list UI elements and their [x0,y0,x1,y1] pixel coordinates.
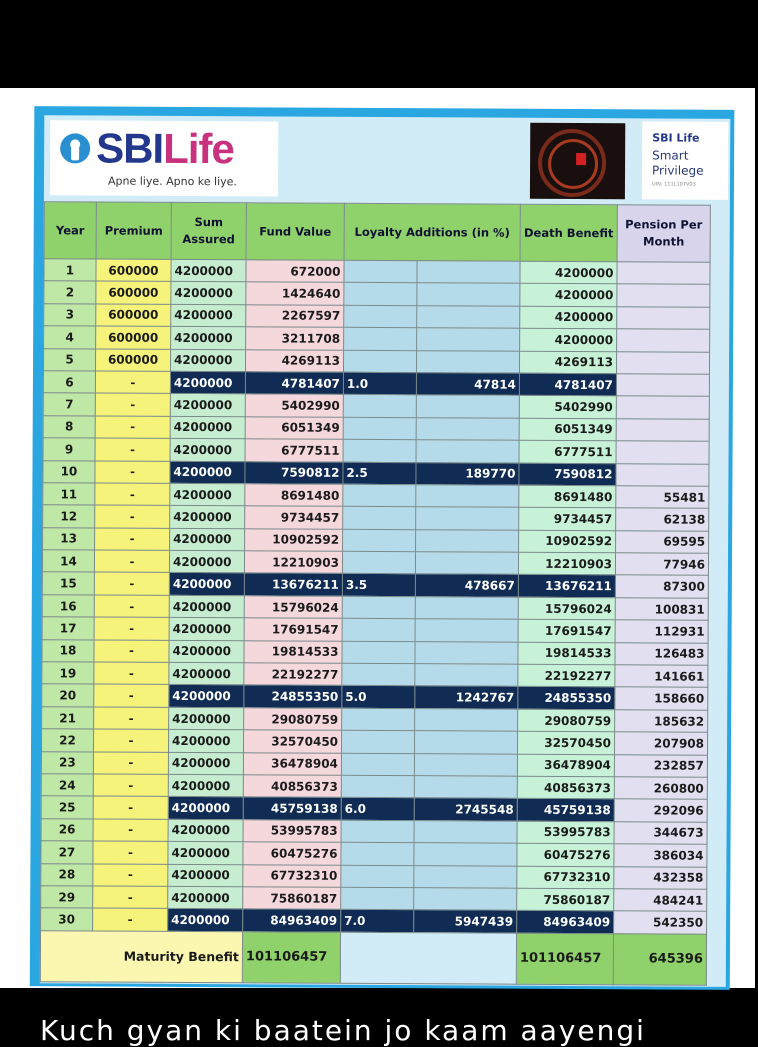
cell-year: 12 [43,505,95,528]
cell-lv [414,843,517,866]
cell-death: 67732310 [517,866,614,889]
cell-death: 53995783 [517,821,614,844]
cell-premium: - [94,662,169,685]
cell-premium: - [93,841,168,864]
cell-lp [344,283,417,306]
cell-lv [416,485,519,508]
maturity-blank [340,932,516,984]
cell-sum: 4200000 [169,640,244,663]
cell-fund: 672000 [246,260,344,283]
cell-pension: 141661 [615,665,708,688]
cell-fund: 7590812 [245,461,343,484]
cell-lp [342,551,415,574]
cell-fund: 29080759 [244,708,342,731]
cell-lp [344,327,417,350]
cell-pension: 77946 [615,553,708,576]
cell-death: 15796024 [518,597,615,620]
cell-death: 19814533 [518,642,615,665]
cell-death: 6777511 [519,440,616,463]
cell-lp: 7.0 [341,910,414,933]
cell-pension: 87300 [615,575,708,598]
cell-year: 7 [43,393,95,416]
cell-premium: - [95,393,170,416]
cell-lv [415,641,518,664]
cell-lp [343,395,416,418]
cell-lv: 47814 [416,373,519,396]
cell-sum: 4200000 [169,618,244,641]
cell-premium: - [95,528,170,551]
sbi-keyhole-icon [60,133,90,163]
cell-pension: 292096 [614,799,707,822]
cell-year: 20 [42,684,94,707]
cell-premium: - [95,505,170,528]
cell-pension: 386034 [614,844,707,867]
cell-sum: 4200000 [168,842,243,865]
cell-lp [342,708,415,731]
cell-lv [414,753,517,776]
cell-lp [341,731,414,754]
cell-premium: - [93,774,168,797]
cell-death: 4200000 [520,306,617,329]
cell-premium: - [94,550,169,573]
cell-year: 2 [44,281,96,304]
cell-lp [343,439,416,462]
cell-pension: 484241 [614,889,707,912]
cell-pension [617,329,710,352]
brand-tagline: Apne liye. Apno ke liye. [107,174,237,189]
cell-lp [344,305,417,328]
cell-year: 23 [41,751,93,774]
cell-lv [416,417,519,440]
cell-sum: 4200000 [168,730,243,753]
cell-lv [415,597,518,620]
cell-lp [343,507,416,530]
cell-lv [415,664,518,687]
cell-fund: 6777511 [245,439,343,462]
cell-death: 7590812 [519,463,616,486]
cell-fund: 13676211 [244,573,342,596]
cell-pension: 207908 [614,732,707,755]
cell-fund: 2267597 [246,305,344,328]
header-premium: Premium [96,202,171,259]
cell-sum: 4200000 [171,259,246,282]
cell-lp: 5.0 [342,686,415,709]
cell-pension [617,307,710,330]
cell-lv [415,708,518,731]
cell-premium: - [94,707,169,730]
cell-lp: 1.0 [343,372,416,395]
cell-year: 3 [44,304,96,327]
cell-death: 4200000 [520,284,617,307]
cell-lp [343,484,416,507]
cell-year: 22 [41,729,93,752]
cell-premium: - [94,617,169,640]
product-uin: UIN: 111L107V03 [651,181,696,188]
cell-premium: - [93,752,168,775]
cell-year: 29 [41,886,93,909]
cell-sum: 4200000 [170,371,245,394]
cell-premium: - [94,595,169,618]
cell-death: 4200000 [520,261,617,284]
cell-year: 25 [41,796,93,819]
cell-year: 16 [42,595,94,618]
cell-lp [341,865,414,888]
cell-lv [417,261,520,284]
cell-premium: - [93,796,168,819]
cell-fund: 3211708 [246,327,344,350]
cell-lp [341,753,414,776]
cell-pension: 432358 [614,866,707,889]
cell-lv: 5947439 [414,910,517,933]
cell-sum: 4200000 [169,662,244,685]
cell-fund: 84963409 [243,909,341,932]
cell-year: 18 [42,639,94,662]
cell-sum: 4200000 [168,909,243,932]
cell-sum: 4200000 [169,595,244,618]
cell-premium: - [94,640,169,663]
cell-death: 36478904 [517,754,614,777]
cell-lp: 3.5 [342,574,415,597]
cell-fund: 53995783 [243,820,341,843]
cell-lv [414,776,517,799]
cell-pension: 69595 [616,530,709,553]
cell-fund: 45759138 [243,797,341,820]
cell-lv [416,529,519,552]
cell-lp [343,529,416,552]
cell-fund: 32570450 [243,730,341,753]
cell-premium: - [93,908,168,931]
cell-lv [417,328,520,351]
cell-pension [617,262,710,285]
cell-pension [616,463,709,486]
cell-pension [616,396,709,419]
cell-sum: 4200000 [168,752,243,775]
cell-death: 84963409 [517,911,614,934]
cell-sum: 4200000 [169,707,244,730]
cell-fund: 17691547 [244,618,342,641]
cell-death: 24855350 [518,687,615,710]
cell-sum: 4200000 [169,550,244,573]
cell-fund: 15796024 [244,596,342,619]
cell-death: 32570450 [517,731,614,754]
cell-pension: 158660 [615,687,708,710]
cell-fund: 75860187 [243,887,341,910]
cell-pension [616,374,709,397]
cell-year: 14 [42,550,94,573]
emblem-flag-icon [576,153,586,165]
cell-lv [415,552,518,575]
caption-text: Kuch gyan ki baatein jo kaam aayengi [40,1014,646,1047]
cell-death: 45759138 [517,799,614,822]
brand-name: SBILife [96,124,234,173]
cell-premium: - [93,864,168,887]
header-pension-per-month: Pension Per Month [617,205,710,262]
cell-premium: - [93,886,168,909]
cell-year: 26 [41,818,93,841]
cell-lv: 189770 [416,462,519,485]
cell-year: 17 [42,617,94,640]
cell-lp [341,775,414,798]
product-name-line2: Privilege [652,163,704,178]
cell-fund: 5402990 [245,394,343,417]
header-loyalty-additions: Loyalty Additions (in %) [344,203,520,261]
cell-lp [341,842,414,865]
cell-fund: 36478904 [243,752,341,775]
cell-premium: - [95,483,170,506]
cell-sum: 4200000 [171,282,246,305]
product-logo [642,121,728,199]
header-fund-value: Fund Value [246,203,344,261]
cell-death: 4200000 [520,328,617,351]
cell-year: 21 [42,707,94,730]
cell-year: 19 [42,662,94,685]
cell-pension: 62138 [616,508,709,531]
cell-sum: 4200000 [168,797,243,820]
cell-lp [341,820,414,843]
cell-sum: 4200000 [170,439,245,462]
cell-lv [414,888,517,911]
cell-lp [342,619,415,642]
cell-pension: 232857 [614,754,707,777]
cell-fund: 1424640 [246,282,344,305]
cell-death: 8691480 [519,485,616,508]
cell-sum: 4200000 [170,483,245,506]
cell-sum: 4200000 [171,327,246,350]
cell-death: 40856373 [517,776,614,799]
cell-pension: 344673 [614,821,707,844]
cell-pension: 126483 [615,642,708,665]
cell-fund: 4781407 [245,372,343,395]
cell-fund: 19814533 [244,640,342,663]
cell-year: 9 [43,438,95,461]
cell-lv [414,731,517,754]
maturity-fund-value: 101106457 [242,932,340,984]
cell-death: 4269113 [519,351,616,374]
cell-sum: 4200000 [168,774,243,797]
cell-lv [417,283,520,306]
cell-sum: 4200000 [170,461,245,484]
cell-pension [617,284,710,307]
cell-fund: 10902592 [245,528,343,551]
cell-lv [416,395,519,418]
table-body [41,259,711,934]
header-sum-assured: Sum Assured [171,202,246,259]
cell-fund: 9734457 [245,506,343,529]
cell-lp [344,260,417,283]
maturity-death-benefit: 101106457 [516,933,613,985]
cell-fund: 4269113 [245,349,343,372]
cell-year: 4 [44,326,96,349]
cell-pension: 112931 [615,620,708,643]
maturity-label: Maturity Benefit [40,930,242,982]
cell-premium: - [95,461,170,484]
cell-death: 10902592 [519,530,616,553]
cell-sum: 4200000 [169,573,244,596]
header-year: Year [44,202,96,259]
cell-death: 12210903 [518,552,615,575]
maturity-row [40,930,706,984]
cell-lv [414,820,517,843]
product-brand: SBI Life [652,131,700,145]
cell-year: 30 [41,908,93,931]
cell-fund: 8691480 [245,484,343,507]
cell-death: 17691547 [518,619,615,642]
cell-sum: 4200000 [168,819,243,842]
cell-death: 5402990 [519,396,616,419]
cell-lv [416,440,519,463]
cell-year: 27 [41,841,93,864]
cell-sum: 4200000 [170,349,245,372]
video-caption [0,998,755,1047]
cell-lv: 478667 [415,574,518,597]
cell-year: 11 [43,483,95,506]
cell-premium: 600000 [96,304,171,327]
cell-sum: 4200000 [168,864,243,887]
cell-sum: 4200000 [170,528,245,551]
emblem-inner-ring [548,139,598,189]
cell-lp [341,887,414,910]
cell-fund: 12210903 [244,551,342,574]
cell-premium: - [95,438,170,461]
cell-pension: 542350 [614,911,707,934]
cell-pension: 100831 [615,598,708,621]
cell-premium: 600000 [96,281,171,304]
cell-lv: 2745548 [414,798,517,821]
cell-year: 6 [43,371,95,394]
cell-sum: 4200000 [169,685,244,708]
cell-fund: 22192277 [244,663,342,686]
cell-pension: 185632 [615,710,708,733]
cell-sum: 4200000 [170,416,245,439]
cell-sum: 4200000 [170,506,245,529]
cell-pension [616,418,709,441]
maturity-pension: 645396 [613,933,706,984]
cell-death: 4781407 [519,373,616,396]
award-emblem-image [530,123,625,199]
table-header-row [44,202,710,262]
cell-death: 29080759 [518,709,615,732]
cell-premium: - [95,371,170,394]
sbi-life-logo [50,120,278,196]
cell-fund: 24855350 [244,685,342,708]
cell-sum: 4200000 [168,886,243,909]
cell-premium: 600000 [96,326,171,349]
cell-lp: 6.0 [341,798,414,821]
cell-lp [342,641,415,664]
cell-fund: 40856373 [243,775,341,798]
cell-lv [414,865,517,888]
cell-death: 13676211 [518,575,615,598]
cell-year: 8 [43,415,95,438]
cell-year: 28 [41,863,93,886]
cell-premium: - [93,819,168,842]
cell-fund: 67732310 [243,864,341,887]
cell-lp [342,663,415,686]
cell-year: 13 [43,527,95,550]
cell-lp [343,350,416,373]
cell-lv [416,507,519,530]
cell-premium: 600000 [95,349,170,372]
cell-year: 10 [43,460,95,483]
cell-death: 6051349 [519,418,616,441]
cell-pension: 55481 [616,486,709,509]
cell-pension [616,351,709,374]
cell-pension [616,441,709,464]
cell-fund: 6051349 [245,417,343,440]
cell-year: 24 [41,774,93,797]
cell-lv [415,619,518,642]
cell-pension: 260800 [614,777,707,800]
cell-sum: 4200000 [170,394,245,417]
cell-year: 5 [43,348,95,371]
header-death-benefit: Death Benefit [520,204,617,262]
cell-fund: 60475276 [243,842,341,865]
cell-death: 60475276 [517,843,614,866]
benefit-illustration-table [40,201,711,985]
cell-premium: 600000 [96,259,171,282]
cell-death: 9734457 [519,508,616,531]
cell-lv: 1242767 [415,686,518,709]
cell-lp [342,596,415,619]
cell-sum: 4200000 [171,304,246,327]
cell-lp: 2.5 [343,462,416,485]
cell-premium: - [93,729,168,752]
cell-lp [343,417,416,440]
cell-premium: - [94,684,169,707]
cell-premium: - [95,416,170,439]
cell-lv [416,350,519,373]
cell-premium: - [94,572,169,595]
cell-death: 22192277 [518,664,615,687]
cell-year: 15 [42,572,94,595]
cell-lv [417,305,520,328]
product-name-line1: Smart [652,148,689,163]
cell-year: 1 [44,259,96,282]
cell-death: 75860187 [517,888,614,911]
